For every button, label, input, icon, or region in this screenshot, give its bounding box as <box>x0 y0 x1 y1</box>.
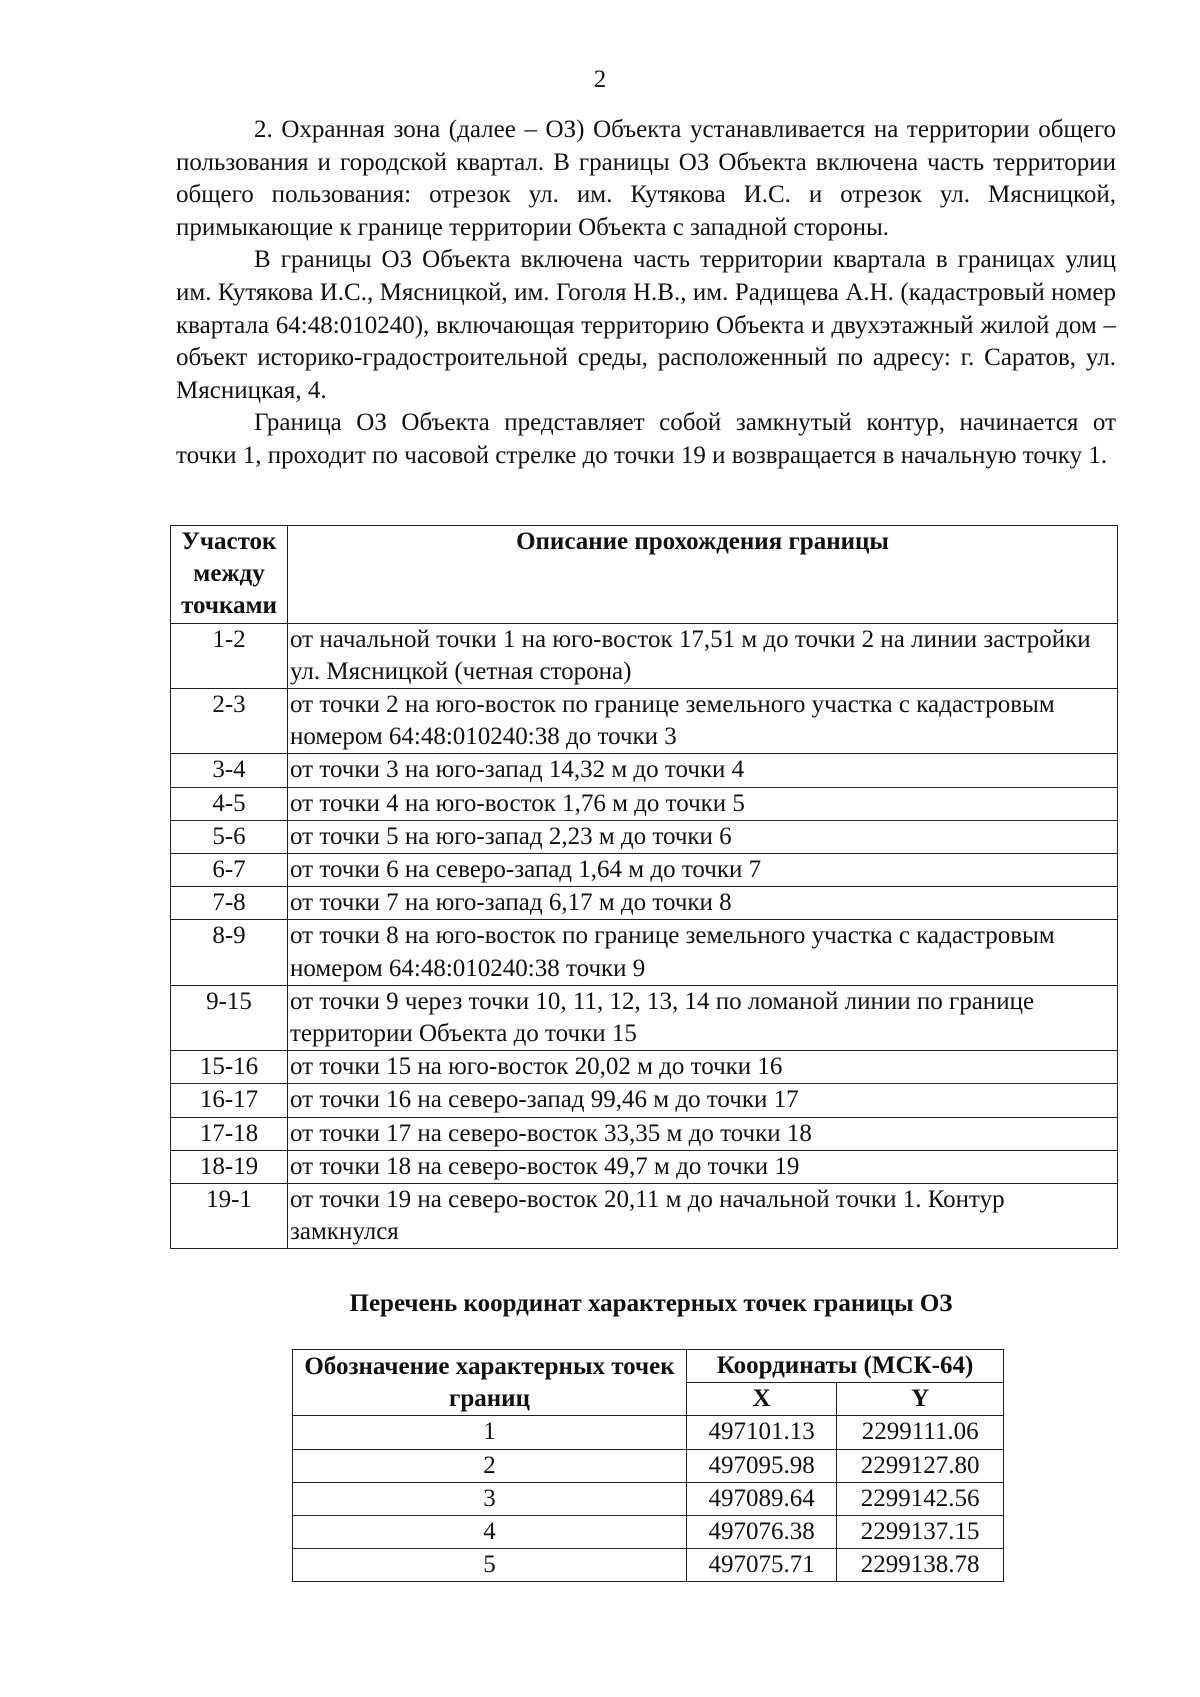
description-cell: от точки 4 на юго-восток 1,76 м до точки 5 <box>288 787 1118 820</box>
paragraph-quarter-boundaries: В границы ОЗ Объекта включена часть территории квартала в границах улиц им. Кутякова И.С., Мясницкой, им. Гоголя Н.В., им. Радищева А.Н. (кадастровый номер квартала 64:48:010240), включающая территорию Объекта и двухэтажный жилой дом – объект историко-градостроительной среды, расположенный по адресу: г. Саратов, ул. Мясницкая, 4. <box>176 246 1116 404</box>
description-cell: от точки 5 на юго-запад 2,23 м до точки 6 <box>288 820 1118 853</box>
description-cell: от точки 6 на северо-запад 1,64 м до точки 7 <box>288 854 1118 887</box>
page-number: 2 <box>593 66 607 93</box>
y-cell: 2299111.06 <box>837 1416 1004 1449</box>
table-row <box>171 887 1118 920</box>
table-row <box>293 1449 1004 1482</box>
description-cell: от точки 16 на северо-запад 99,46 м до точки 17 <box>288 1084 1118 1117</box>
table-row <box>293 1482 1004 1515</box>
description-header: Описание прохождения границы <box>288 526 1118 624</box>
y-cell: 2299137.15 <box>837 1516 1004 1549</box>
table-row <box>171 1150 1118 1183</box>
description-cell: от точки 8 на юго-восток по границе земельного участка с кадастровым номером 64:48:010240:38 точки 9 <box>288 920 1118 985</box>
boundary-description-table <box>170 525 1118 1249</box>
segment-cell: 9-15 <box>171 985 288 1050</box>
table-row <box>171 754 1118 787</box>
point-cell: 1 <box>293 1416 687 1449</box>
y-cell: 2299127.80 <box>837 1449 1004 1482</box>
point-cell: 3 <box>293 1482 687 1515</box>
x-cell: 497101.13 <box>687 1416 837 1449</box>
table-row <box>171 787 1118 820</box>
table-row <box>171 854 1118 887</box>
segment-cell: 15-16 <box>171 1051 288 1084</box>
paragraph-protection-zone: 2. Охранная зона (далее – ОЗ) Объекта устанавливается на территории общего пользования и городской квартал. В границы ОЗ Объекта включена часть территории общего пользования: отрезок ул. им. Кутякова И.С. и отрезок ул. Мясницкой, примыкающие к границе территории Объекта с западной стороны. <box>176 116 1116 241</box>
body-text <box>176 114 1116 473</box>
description-cell: от точки 18 на северо-восток 49,7 м до точки 19 <box>288 1150 1118 1183</box>
segment-cell: 1-2 <box>171 623 288 688</box>
table-row <box>171 1184 1118 1249</box>
coordinates-table <box>292 1349 1004 1582</box>
segment-cell: 3-4 <box>171 754 288 787</box>
y-cell: 2299142.56 <box>837 1482 1004 1515</box>
boundary-table-header <box>171 526 1118 624</box>
x-cell: 497076.38 <box>687 1516 837 1549</box>
x-cell: 497075.71 <box>687 1549 837 1582</box>
table-row <box>171 820 1118 853</box>
x-header: X <box>687 1383 837 1416</box>
segment-cell: 18-19 <box>171 1150 288 1183</box>
point-designation-header: Обозначение характерных точек границ <box>293 1350 687 1416</box>
table-row <box>293 1416 1004 1449</box>
description-cell: от начальной точки 1 на юго-восток 17,51 м до точки 2 на линии застройки ул. Мясницкой (четная сторона) <box>288 623 1118 688</box>
table-row <box>171 1051 1118 1084</box>
description-cell: от точки 15 на юго-восток 20,02 м до точки 16 <box>288 1051 1118 1084</box>
x-cell: 497089.64 <box>687 1482 837 1515</box>
segment-header: Участок между точками <box>171 526 288 624</box>
point-cell: 4 <box>293 1516 687 1549</box>
table-row <box>171 689 1118 754</box>
segment-cell: 19-1 <box>171 1184 288 1249</box>
table-row <box>293 1516 1004 1549</box>
y-cell: 2299138.78 <box>837 1549 1004 1582</box>
coordinates-caption: Перечень координат характерных точек границы ОЗ <box>349 1290 953 1317</box>
description-cell: от точки 3 на юго-запад 14,32 м до точки 4 <box>288 754 1118 787</box>
segment-cell: 8-9 <box>171 920 288 985</box>
point-cell: 2 <box>293 1449 687 1482</box>
description-cell: от точки 2 на юго-восток по границе земельного участка с кадастровым номером 64:48:010240:38 до точки 3 <box>288 689 1118 754</box>
segment-cell: 16-17 <box>171 1084 288 1117</box>
point-cell: 5 <box>293 1549 687 1582</box>
segment-cell: 7-8 <box>171 887 288 920</box>
table-row <box>171 985 1118 1050</box>
segment-cell: 2-3 <box>171 689 288 754</box>
x-cell: 497095.98 <box>687 1449 837 1482</box>
segment-cell: 4-5 <box>171 787 288 820</box>
paragraph-contour: Граница ОЗ Объекта представляет собой замкнутый контур, начинается от точки 1, проходит по часовой стрелке до точки 19 и возвращается в начальную точку 1. <box>176 409 1116 469</box>
description-cell: от точки 17 на северо-восток 33,35 м до точки 18 <box>288 1117 1118 1150</box>
segment-cell: 17-18 <box>171 1117 288 1150</box>
description-cell: от точки 7 на юго-запад 6,17 м до точки 8 <box>288 887 1118 920</box>
coordinates-header-row <box>293 1350 1004 1383</box>
segment-cell: 5-6 <box>171 820 288 853</box>
table-row <box>171 1117 1118 1150</box>
description-cell: от точки 19 на северо-восток 20,11 м до начальной точки 1. Контур замкнулся <box>288 1184 1118 1249</box>
table-row <box>171 1084 1118 1117</box>
y-header: Y <box>837 1383 1004 1416</box>
table-row <box>293 1549 1004 1582</box>
coordinates-system-header: Координаты (МСК-64) <box>687 1350 1004 1383</box>
table-row <box>171 920 1118 985</box>
description-cell: от точки 9 через точки 10, 11, 12, 13, 14 по ломаной линии по границе территории Объекта до точки 15 <box>288 985 1118 1050</box>
table-row <box>171 623 1118 688</box>
segment-cell: 6-7 <box>171 854 288 887</box>
